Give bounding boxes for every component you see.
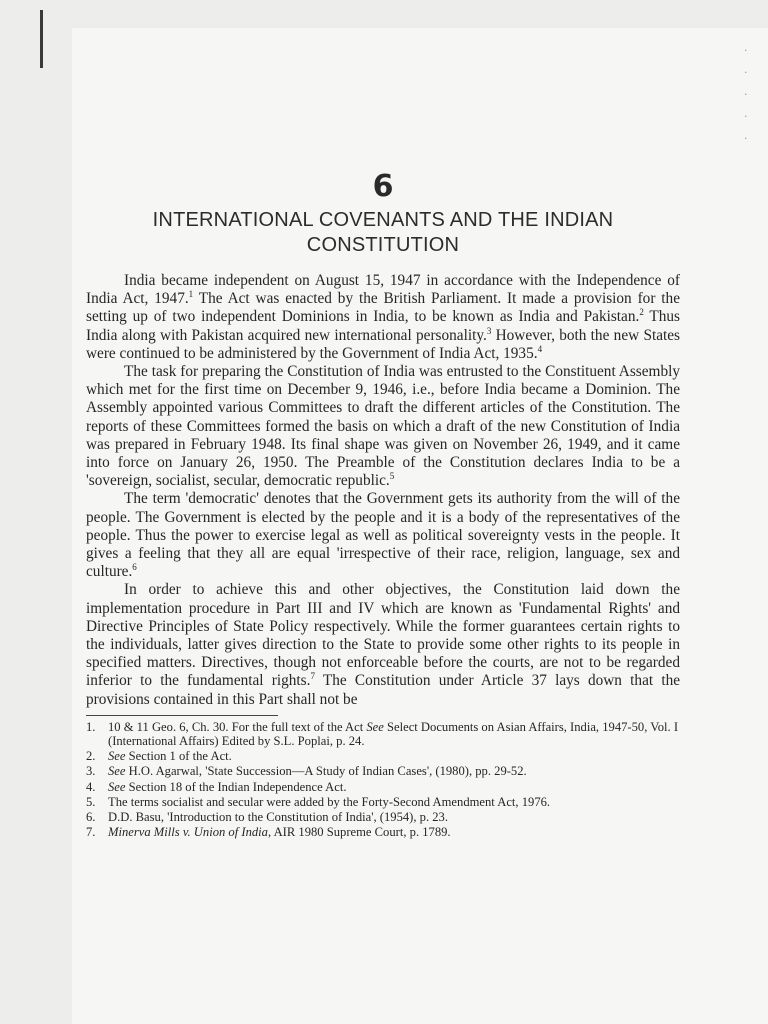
footnote-number: 7.	[86, 825, 96, 840]
footnote-ref: 2	[639, 307, 644, 318]
footnote-run: The terms socialist and secular were added by the Forty-Second Amendment Act, 1976.	[108, 794, 551, 809]
footnote-number: 2.	[86, 749, 96, 764]
footnote-text	[108, 764, 680, 778]
footnote-text	[108, 720, 680, 748]
footnote-item	[86, 825, 680, 839]
footnote-ref: 7	[310, 671, 315, 682]
footnote-italic: See	[108, 779, 126, 794]
footnote-run: Select Documents on Asian Affairs, India, 1947-50, Vol. I (International Affairs) Edited by S.L. Poplai, p. 24.	[108, 719, 679, 749]
edge-scan-marks: · · · · ·	[744, 44, 748, 145]
footnote-ref: 6	[132, 562, 137, 573]
text-run: India became independent on August 15, 1947 in accordance with the Independence of India Act, 1947.	[86, 272, 680, 308]
footnote-ref: 5	[389, 471, 395, 482]
footnote-run: H.O. Agarwal, 'State Succession—A Study of Indian Cases', (1980), pp. 29-52.	[125, 764, 527, 779]
text-run: The term 'democratic' denotes that the Government gets its authority from the will of the people. The Government is elected by the people and it is a body of the representatives of the people. Thus the power to exercise legal as well as political sovereignty vests in the people. It gives a feeling that they all are equal 'irrespective of their race, religion, language, sex and culture.	[86, 490, 680, 581]
paragraph-2	[86, 363, 680, 490]
text-run: The Act was enacted by the British Parliament. It made a provision for the setting up of two independent Dominions in India, to be known as India and Pakistan.	[86, 290, 680, 326]
footnote-text	[108, 780, 680, 794]
footnote-item	[86, 795, 680, 809]
footnote-text	[108, 749, 680, 763]
margin-line	[40, 10, 43, 68]
paragraph-4	[86, 581, 680, 708]
footnote-item	[86, 749, 680, 763]
footnote-item	[86, 780, 680, 794]
footnote-number: 6.	[86, 810, 96, 825]
footnote-ref: 3	[486, 325, 492, 336]
footnote-run: 10 & 11 Geo. 6, Ch. 30. For the full text of the Act	[108, 719, 367, 734]
text-run: Thus India along with Pakistan acquired new international personality.	[86, 308, 680, 344]
page-content	[86, 170, 680, 841]
chapter-title-line-1: INTERNATIONAL COVENANTS AND THE INDIAN	[152, 209, 614, 231]
text-run: In order to achieve this and other objectives, the Constitution laid down the implementation procedure in Part III and IV which are known as 'Fundamental Rights' and Directive Principles of State Policy respectively. While the former guarantees certain rights to the individuals, latter gives direction to the State to provide some other rights to its people in specified matters. Directives, though not enforceable before the courts, are not to be regarded inferior to the fundamental rights.	[86, 581, 680, 690]
footnote-ref: 1	[188, 289, 194, 300]
footnote-run: , AIR 1980 Supreme Court, p. 1789.	[267, 825, 451, 840]
text-run: However, both the new States were continued to be administered by the Government of India Act, 1935.	[86, 326, 680, 362]
paragraph-3	[86, 490, 680, 581]
body-text	[86, 272, 680, 709]
footnote-italic: See	[366, 719, 384, 734]
footnote-number: 4.	[86, 779, 96, 794]
footnote-number: 5.	[86, 794, 96, 809]
footnote-ref: 4	[537, 343, 543, 354]
footnote-text	[108, 825, 680, 839]
footnote-text	[108, 810, 680, 824]
footnote-item	[86, 720, 680, 748]
text-run: The task for preparing the Constitution of India was entrusted to the Constituent Assembly which met for the first time on December 9, 1946, i.e., before India became a Dominion. The Assembly appointed various Committees to draft the different articles of the Constitution. The reports of these Committees formed the basis on which a draft of the new Constitution of India was prepared in February 1948. Its final shape was given on November 26, 1949, and it came into force on January 26, 1950. The Preamble of the Constitution declares India to be a 'sovereign, socialist, secular, democratic republic.	[86, 363, 680, 490]
footnote-italic: Minerva Mills v. Union of India	[108, 825, 268, 840]
chapter-number: 6	[372, 169, 394, 204]
footnote-run: Section 18 of the Indian Independence Act.	[125, 779, 347, 794]
paragraph-1	[86, 272, 680, 363]
footnote-divider	[86, 715, 278, 716]
footnote-run: Section 1 of the Act.	[125, 749, 232, 764]
footnote-item	[86, 810, 680, 824]
footnote-italic: See	[108, 764, 126, 779]
footnotes	[86, 720, 680, 840]
footnote-number: 1.	[86, 719, 96, 734]
chapter-title	[86, 208, 680, 258]
footnote-text	[108, 795, 680, 809]
text-run: The Constitution under Article 37 lays down that the provisions contained in this Part shall not be	[86, 672, 681, 708]
footnote-item	[86, 764, 680, 778]
chapter-title-line-2: CONSTITUTION	[306, 234, 460, 256]
footnote-run: D.D. Basu, 'Introduction to the Constitution of India', (1954), p. 23.	[108, 810, 448, 825]
footnote-italic: See	[108, 749, 126, 764]
footnote-number: 3.	[86, 764, 96, 779]
